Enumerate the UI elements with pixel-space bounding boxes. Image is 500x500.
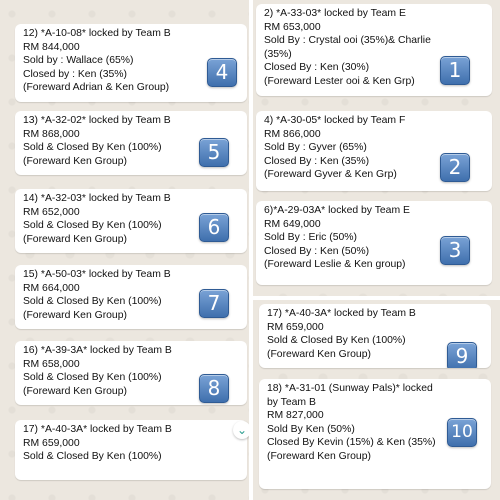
number-badge-2: 2 bbox=[440, 153, 470, 182]
message-line: (Foreward Ken Group) bbox=[23, 309, 127, 321]
message-line: (Foreward Leslie & Ken group) bbox=[264, 259, 406, 271]
message-line: (Foreward Ken Group) bbox=[267, 348, 371, 360]
number-badge-3: 3 bbox=[440, 236, 470, 265]
message-line: 6)*A-29-03A* locked by Team E bbox=[264, 205, 410, 216]
message-line: Sold & Closed By Ken (100%) bbox=[23, 296, 162, 308]
message-line: 2) *A-33-03* locked by Team E bbox=[264, 8, 406, 19]
number-badge-5: 5 bbox=[199, 138, 229, 167]
message-bubble-15[interactable] bbox=[15, 265, 247, 329]
message-line: 13) *A-32-02* locked by Team B bbox=[23, 115, 171, 126]
message-line: RM 659,000 bbox=[23, 437, 80, 449]
scroll-to-bottom-icon[interactable]: ⌄ bbox=[233, 421, 249, 439]
message-line: RM 844,000 bbox=[23, 41, 80, 53]
message-line: Sold By : Crystal ooi (35%)& Charlie bbox=[264, 35, 431, 47]
message-line: 16) *A-39-3A* locked by Team B bbox=[23, 345, 172, 356]
message-line: RM 653,000 bbox=[264, 21, 321, 33]
message-bubble-2[interactable] bbox=[256, 4, 492, 96]
message-line: Sold & Closed By Ken (100%) bbox=[23, 372, 162, 384]
message-line: 14) *A-32-03* locked by Team B bbox=[23, 193, 171, 204]
number-badge-9: 9 bbox=[447, 342, 477, 368]
number-badge-6: 6 bbox=[199, 213, 229, 242]
message-line: RM 659,000 bbox=[267, 321, 324, 333]
message-bubble-16[interactable] bbox=[15, 341, 247, 405]
message-bubble-14[interactable] bbox=[15, 189, 247, 253]
message-bubble-6[interactable] bbox=[256, 201, 492, 285]
message-line: Sold & Closed By Ken (100%) bbox=[267, 335, 406, 347]
message-line: Sold by : Wallace (65%) bbox=[23, 55, 134, 67]
message-line: 4) *A-30-05* locked by Team F bbox=[264, 115, 406, 126]
message-line: 17) *A-40-3A* locked by Team B bbox=[267, 308, 416, 319]
message-bubble-13[interactable] bbox=[15, 111, 247, 175]
message-line: Sold By Ken (50%) bbox=[267, 423, 355, 435]
message-line: by Team B bbox=[267, 396, 316, 408]
message-line: Sold & Closed By Ken (100%) bbox=[23, 142, 162, 154]
message-line: 12) *A-10-08* locked by Team B bbox=[23, 28, 171, 39]
message-line: Closed by : Ken (35%) bbox=[23, 68, 127, 80]
message-line: RM 664,000 bbox=[23, 282, 80, 294]
message-line: Sold By : Gyver (65%) bbox=[264, 142, 367, 154]
message-line: RM 868,000 bbox=[23, 128, 80, 140]
chat-panel-right-top bbox=[253, 0, 500, 296]
message-line: Sold By : Eric (50%) bbox=[264, 232, 357, 244]
message-line: RM 866,000 bbox=[264, 128, 321, 140]
message-bubble-12[interactable] bbox=[15, 24, 247, 102]
number-badge-4: 4 bbox=[207, 58, 237, 87]
chat-panel-right-bottom bbox=[253, 300, 500, 500]
message-line: (35%) bbox=[264, 48, 292, 60]
number-badge-8: 8 bbox=[199, 374, 229, 403]
message-bubble-17[interactable] bbox=[259, 304, 491, 368]
message-line: 15) *A-50-03* locked by Team B bbox=[23, 269, 171, 280]
message-line: 18) *A-31-01 (Sunway Pals)* locked bbox=[267, 383, 433, 394]
chat-panel-left bbox=[0, 0, 249, 500]
message-bubble-4[interactable] bbox=[256, 111, 492, 191]
message-line: (Foreward Ken Group) bbox=[23, 155, 127, 167]
message-line: Closed By : Ken (30%) bbox=[264, 62, 370, 74]
message-line: (Foreward Ken Group) bbox=[23, 233, 127, 245]
message-line: Sold & Closed By Ken (100%) bbox=[23, 451, 162, 463]
message-line: (Foreward Ken Group) bbox=[23, 385, 127, 397]
message-line: (Foreward Ken Group) bbox=[267, 450, 371, 462]
message-line: (Foreward Lester ooi & Ken Grp) bbox=[264, 75, 415, 87]
number-badge-7: 7 bbox=[199, 289, 229, 318]
message-line: RM 652,000 bbox=[23, 206, 80, 218]
message-line: RM 658,000 bbox=[23, 358, 80, 370]
message-line: Closed By : Ken (35%) bbox=[264, 155, 370, 167]
message-bubble-17-partial[interactable] bbox=[15, 420, 247, 480]
message-bubble-18[interactable] bbox=[259, 379, 491, 489]
number-badge-1: 1 bbox=[440, 56, 470, 85]
message-line: (Foreward Gyver & Ken Grp) bbox=[264, 169, 397, 181]
message-line: 17) *A-40-3A* locked by Team B bbox=[23, 424, 172, 435]
message-line: RM 649,000 bbox=[264, 218, 321, 230]
message-line: Closed By : Ken (50%) bbox=[264, 245, 370, 257]
message-line: Sold & Closed By Ken (100%) bbox=[23, 220, 162, 232]
message-line: (Foreward Adrian & Ken Group) bbox=[23, 82, 170, 94]
message-line: Closed By Kevin (15%) & Ken (35%) bbox=[267, 437, 436, 449]
message-line: RM 827,000 bbox=[267, 410, 324, 422]
number-badge-10: 10 bbox=[447, 418, 477, 447]
